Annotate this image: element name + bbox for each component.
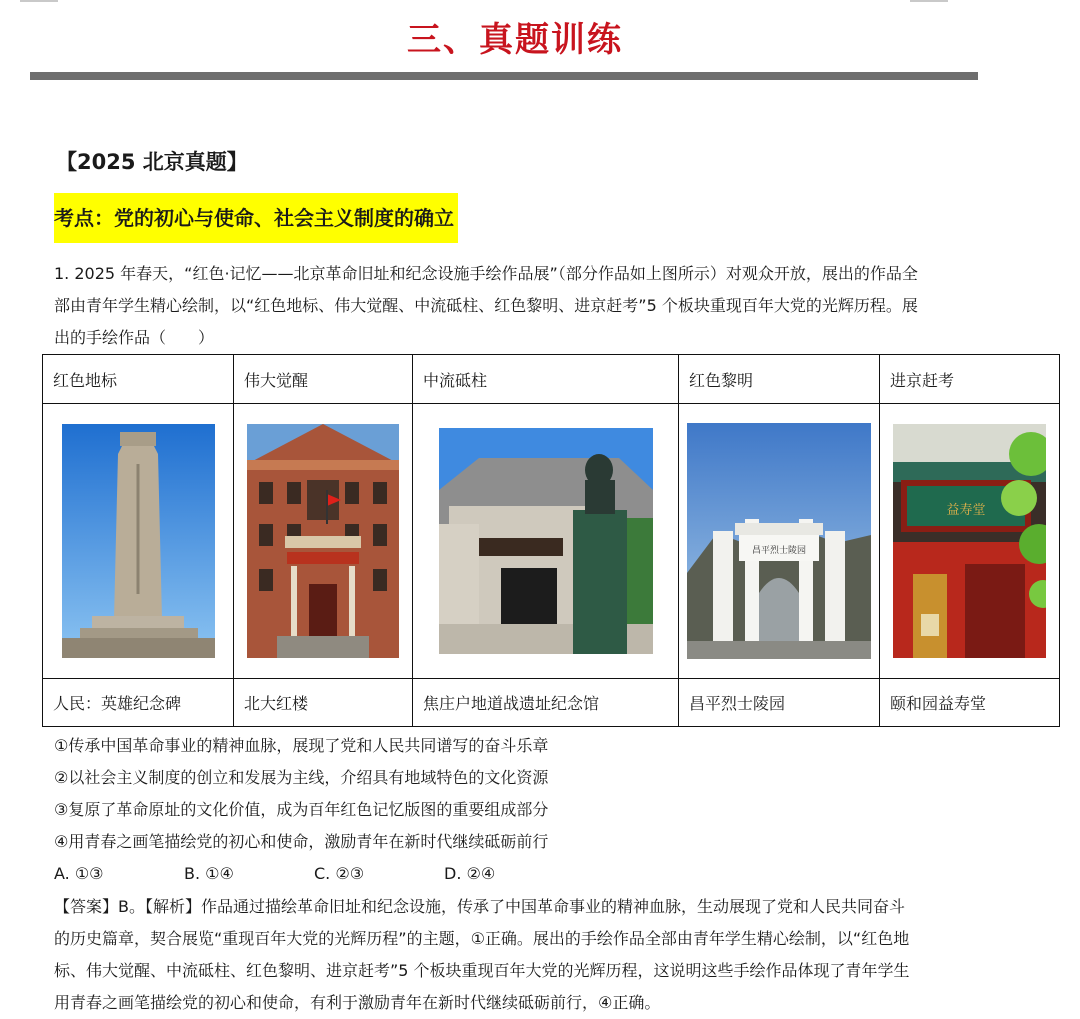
question-stem: 1. 2025 年春天，“红色·记忆——北京革命旧址和纪念设施手绘作品展”（部分作品如上图所示）对观众开放，展出的作品全部由青年学生精心绘制，以“红色地标、伟大觉醒、中流砥柱、红色黎明、进京赶考”5 个板块重现百年大党的光辉历程。展出的手绘作品（ ） [54, 264, 918, 347]
memorial-hall-photo [439, 428, 653, 654]
table-caption-cell: 北大红楼 [234, 679, 413, 727]
page-top-mark [20, 0, 58, 2]
title-divider [30, 72, 978, 80]
gate-inscription: 昌平烈士陵园 [751, 546, 807, 556]
table-header-cell: 进京赶考 [880, 355, 1060, 404]
statement-item: ③复原了革命原址的文化价值，成为百年红色记忆版图的重要组成部分 [54, 800, 549, 819]
table-caption-row [43, 679, 1060, 727]
monument-photo [62, 424, 215, 658]
table-photo-row [43, 404, 1060, 679]
choice-c: C. ②③ [314, 864, 365, 883]
exam-source: 【2025 北京真题】 [56, 150, 248, 174]
statement-item: ①传承中国革命事业的精神血脉，展现了党和人民共同谱写的奋斗乐章 [54, 736, 549, 755]
choice-a: A. ①③ [54, 864, 104, 883]
topic-highlight: 考点：党的初心与使命、社会主义制度的确立 [54, 193, 458, 243]
answer-choices [54, 858, 495, 890]
table-caption-cell: 颐和园益寿堂 [880, 679, 1060, 727]
photo-cell [413, 404, 679, 679]
page-title: 三、真题训练 [407, 20, 623, 60]
plaque-inscription: 益寿堂 [946, 503, 986, 518]
choice-b: B. ①④ [184, 864, 234, 883]
table-caption-cell: 昌平烈士陵园 [679, 679, 880, 727]
photo-cell [234, 404, 413, 679]
answer-explanation: 【答案】B。【解析】作品通过描绘革命旧址和纪念设施，传承了中国革命事业的精神血脉，生动展现了党和人民共同奋斗的历史篇章，契合展览“重现百年大党的光辉历程”的主题，①正确。展出的手绘作品全部由青年学生精心绘制，以“红色地标、伟大觉醒、中流砥柱、红色黎明、进京赶考”5 个板块重现百年大党的光辉历程，这说明这些手绘作品体现了青年学生用青春之画笔描绘党的初心和使命，有利于激励青年在新时代继续砥砺前行，④正确。 [54, 897, 910, 1012]
red-building-photo [247, 424, 399, 658]
table-header-cell: 伟大觉醒 [234, 355, 413, 404]
page-top-mark [910, 0, 948, 2]
statement-item: ②以社会主义制度的创立和发展为主线，介绍具有地域特色的文化资源 [54, 768, 549, 787]
photo-cell [679, 404, 880, 679]
choice-d: D. ②④ [444, 864, 496, 883]
table-header-row [43, 355, 1060, 404]
table-header-cell: 红色地标 [43, 355, 234, 404]
photo-cell [43, 404, 234, 679]
cemetery-gate-photo [687, 423, 871, 659]
statement-list [54, 730, 924, 858]
photo-cell [880, 404, 1060, 679]
statement-item: ④用青春之画笔描绘党的初心和使命，激励青年在新时代继续砥砺前行 [54, 832, 549, 851]
table-header-cell: 红色黎明 [679, 355, 880, 404]
yishou-hall-photo [893, 424, 1046, 658]
table-caption-cell: 人民：英雄纪念碑 [43, 679, 234, 727]
table-header-cell: 中流砥柱 [413, 355, 679, 404]
artwork-table [42, 354, 1060, 727]
table-caption-cell: 焦庄户地道战遗址纪念馆 [413, 679, 679, 727]
